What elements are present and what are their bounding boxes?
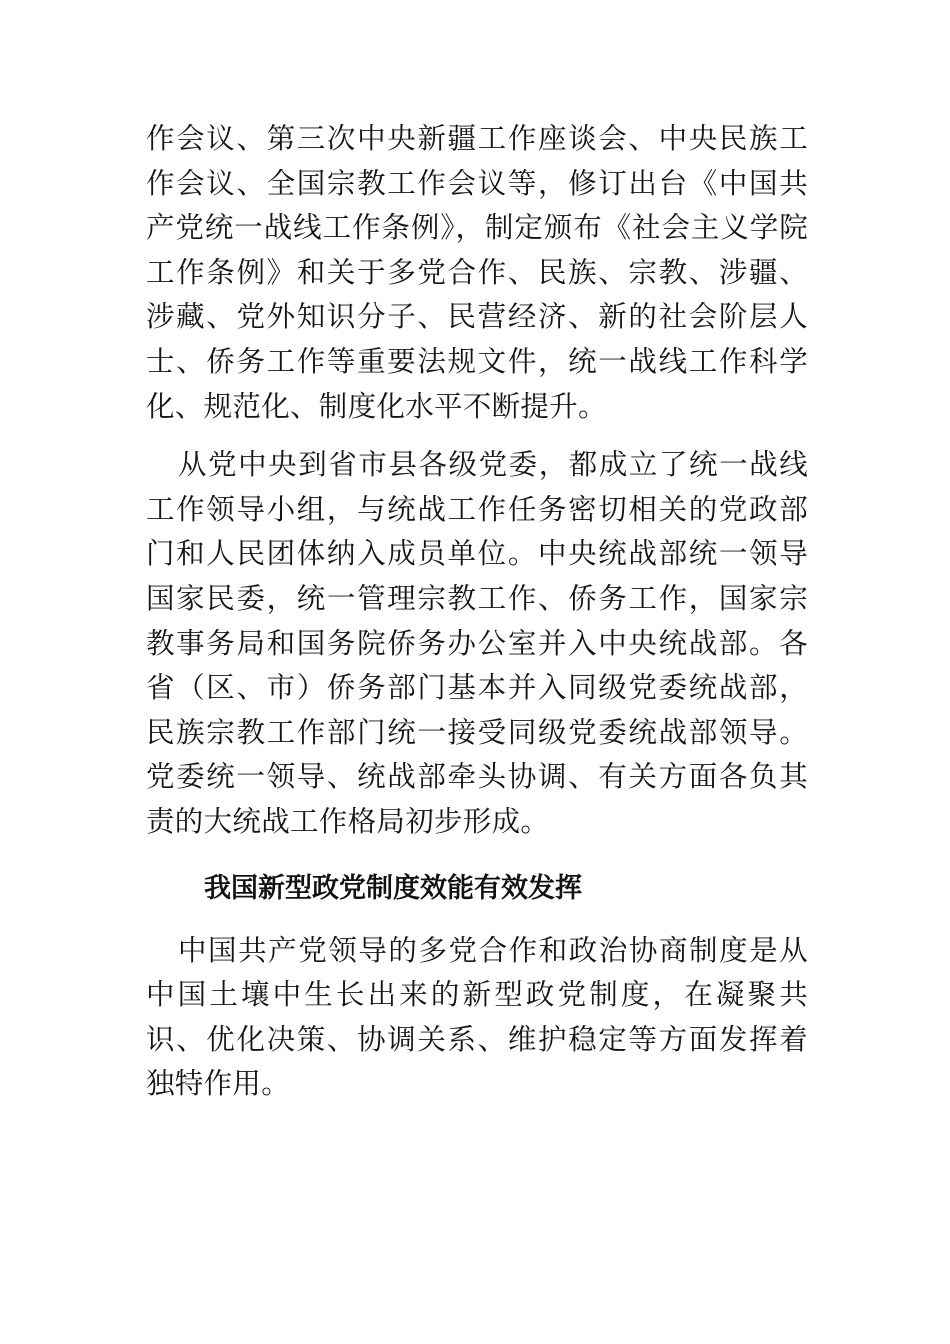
section-heading: 我国新型政党制度效能有效发挥	[204, 872, 582, 904]
document-body	[146, 117, 808, 1107]
paragraph: 中国共产党领导的多党合作和政治协商制度是从中国土壤中生长出来的新型政党制度，在凝聚共识、优化决策、协调关系、维护稳定等方面发挥着独特作用。	[146, 933, 808, 1101]
paragraph-continued: 作会议、第三次中央新疆工作座谈会、中央民族工作会议、全国宗教工作会议等，修订出台《中国共产党统一战线工作条例》，制定颁布《社会主义学院工作条例》和关于多党合作、民族、宗教、涉疆、涉藏、党外知识分子、民营经济、新的社会阶层人士、侨务工作等重要法规文件，统一战线工作科学化、规范化、制度化水平不断提升。	[146, 122, 808, 423]
paragraph: 从党中央到省市县各级党委，都成立了统一战线工作领导小组，与统战工作任务密切相关的党政部门和人民团体纳入成员单位。中央统战部统一领导国家民委，统一管理宗教工作、侨务工作，国家宗教事务局和国务院侨务办公室并入中央统战部。各省（区、市）侨务部门基本并入同级党委统战部，民族宗教工作部门统一接受同级党委统战部领导。党委统一领导、统战部牵头协调、有关方面各负其责的大统战工作格局初步形成。	[146, 448, 808, 838]
